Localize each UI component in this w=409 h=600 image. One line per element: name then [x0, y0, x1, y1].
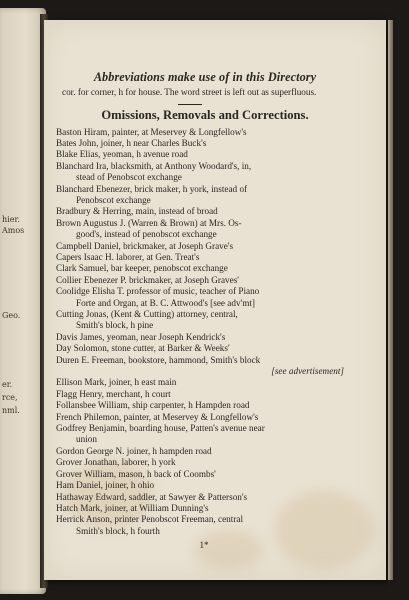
left-page-text: hier. — [2, 215, 20, 224]
entry-reference: [see advertisement] — [271, 366, 344, 377]
entry-line: Follansbee William, ship carpenter, h Hampden road — [56, 400, 250, 411]
directory-entries — [56, 127, 346, 538]
abbreviations-title: Abbreviations make use of in this Directory — [93, 70, 317, 84]
directory-entry — [56, 480, 346, 491]
entry-line: Flagg Henry, merchant, h court — [56, 388, 171, 399]
directory-entry — [56, 275, 346, 286]
directory-entry — [56, 389, 346, 400]
entry-line: Hathaway Edward, saddler, at Sawyer & Patterson's — [56, 491, 248, 502]
entry-line: Blanchard Ebenezer, brick maker, h york, instead of — [56, 183, 248, 194]
directory-entry — [56, 492, 346, 503]
entry-line: Godfrey Benjamin, boarding house, Patten's avenue near — [56, 423, 265, 434]
directory-entry — [56, 286, 346, 309]
entry-line: Campbell Daniel, brickmaker, at Joseph Grave's — [56, 240, 234, 251]
directory-entry — [56, 161, 346, 184]
directory-entry — [56, 503, 346, 514]
entry-continuation: Penobscot exchange — [76, 194, 151, 205]
page-content — [56, 70, 346, 550]
entry-line: Collier Ebenezer P. brickmaker, at Joseph Graves' — [56, 274, 239, 285]
entry-line: Hatch Mark, joiner, at William Dunning's — [56, 502, 209, 513]
directory-entry — [56, 218, 346, 241]
left-page-text: er. — [2, 380, 13, 389]
left-page-text: nml. — [2, 406, 20, 415]
entry-line: Clark Samuel, bar keeper, penobscot exchange — [56, 263, 228, 274]
directory-entry — [56, 377, 346, 388]
entry-continuation: Smith's block, h pine — [76, 320, 154, 331]
page-signature-mark: 1* — [199, 540, 209, 551]
abbreviations-body: cor. for corner, h for house. The word street is left out as superfluous. — [62, 87, 317, 97]
entry-line: Grover William, mason, h back of Coombs' — [56, 468, 216, 479]
page-edge — [388, 20, 393, 580]
directory-entry — [56, 138, 346, 149]
directory-entry — [56, 423, 346, 446]
directory-entry — [56, 446, 346, 457]
entry-line: Herrick Anson, printer Penobscot Freeman, central — [56, 514, 244, 525]
entry-line: Grover Jonathan, laborer, h york — [56, 457, 176, 468]
directory-entry — [56, 343, 346, 354]
directory-entry — [56, 252, 346, 263]
entry-continuation: stead of Penobscot exchange — [76, 172, 182, 183]
entry-line: Gordon George N. joiner, h hampden road — [56, 445, 212, 456]
directory-entry — [56, 332, 346, 343]
entry-line: Blanchard Ira, blacksmith, at Anthony Woodard's, in, — [56, 160, 252, 171]
entry-line: Cutting Jonas, (Kent & Cutting) attorney, central, — [56, 309, 238, 319]
entry-line: Capers Isaac H. laborer, at Gen. Treat's — [56, 251, 200, 262]
entry-continuation: union — [76, 434, 97, 445]
directory-entry — [56, 514, 346, 537]
directory-entry — [56, 149, 346, 160]
directory-entry — [56, 355, 346, 378]
directory-entry — [56, 457, 346, 468]
left-page-text: rce, — [2, 393, 18, 402]
directory-entry — [56, 469, 346, 480]
directory-entry — [56, 400, 346, 411]
directory-entry — [56, 127, 346, 138]
directory-entry — [56, 206, 346, 217]
entry-line: Brown Augustus J. (Warren & Brown) at Mrs. Os- — [56, 217, 242, 228]
directory-entry — [56, 241, 346, 252]
entry-line: Baston Hiram, painter, at Meservey & Longfellow's — [56, 126, 247, 137]
entry-line: Duren E. Freeman, bookstore, hammond, Smith's block — [56, 354, 261, 365]
entry-continuation: Smith's block, h fourth — [76, 525, 160, 536]
directory-entry — [56, 263, 346, 274]
entry-line: Bradbury & Herring, main, instead of broad — [56, 206, 218, 217]
entry-line: Bates John, joiner, h near Charles Buck's — [56, 137, 207, 148]
left-page-text: Amos — [2, 226, 25, 235]
entry-continuation: Forte and Organ, at B. C. Attwood's [see adv'mt] — [76, 297, 255, 308]
divider-rule — [178, 104, 202, 105]
entry-line: Ham Daniel, joiner, h ohio — [56, 480, 155, 491]
entry-continuation: good's, instead of penobscot exchange — [76, 229, 217, 240]
entry-line: Coolidge Elisha T. professor of music, teacher of Piano — [56, 286, 260, 297]
entry-line: Davis James, yeoman, near Joseph Kendrick's — [56, 331, 226, 342]
left-page-text: Geo. — [2, 311, 21, 320]
entry-line: Ellison Mark, joiner, h east main — [56, 377, 177, 388]
entry-line: Day Solomon, stone cutter, at Barker & Weeks' — [56, 343, 230, 354]
directory-entry — [56, 412, 346, 423]
section-title: Omissions, Removals and Corrections. — [101, 107, 309, 122]
directory-entry — [56, 184, 346, 207]
entry-line: French Philemon, painter, at Meservey & Longfellow's — [56, 411, 259, 422]
directory-entry — [56, 309, 346, 332]
entry-line: Blake Elias, yeoman, h avenue road — [56, 149, 188, 160]
